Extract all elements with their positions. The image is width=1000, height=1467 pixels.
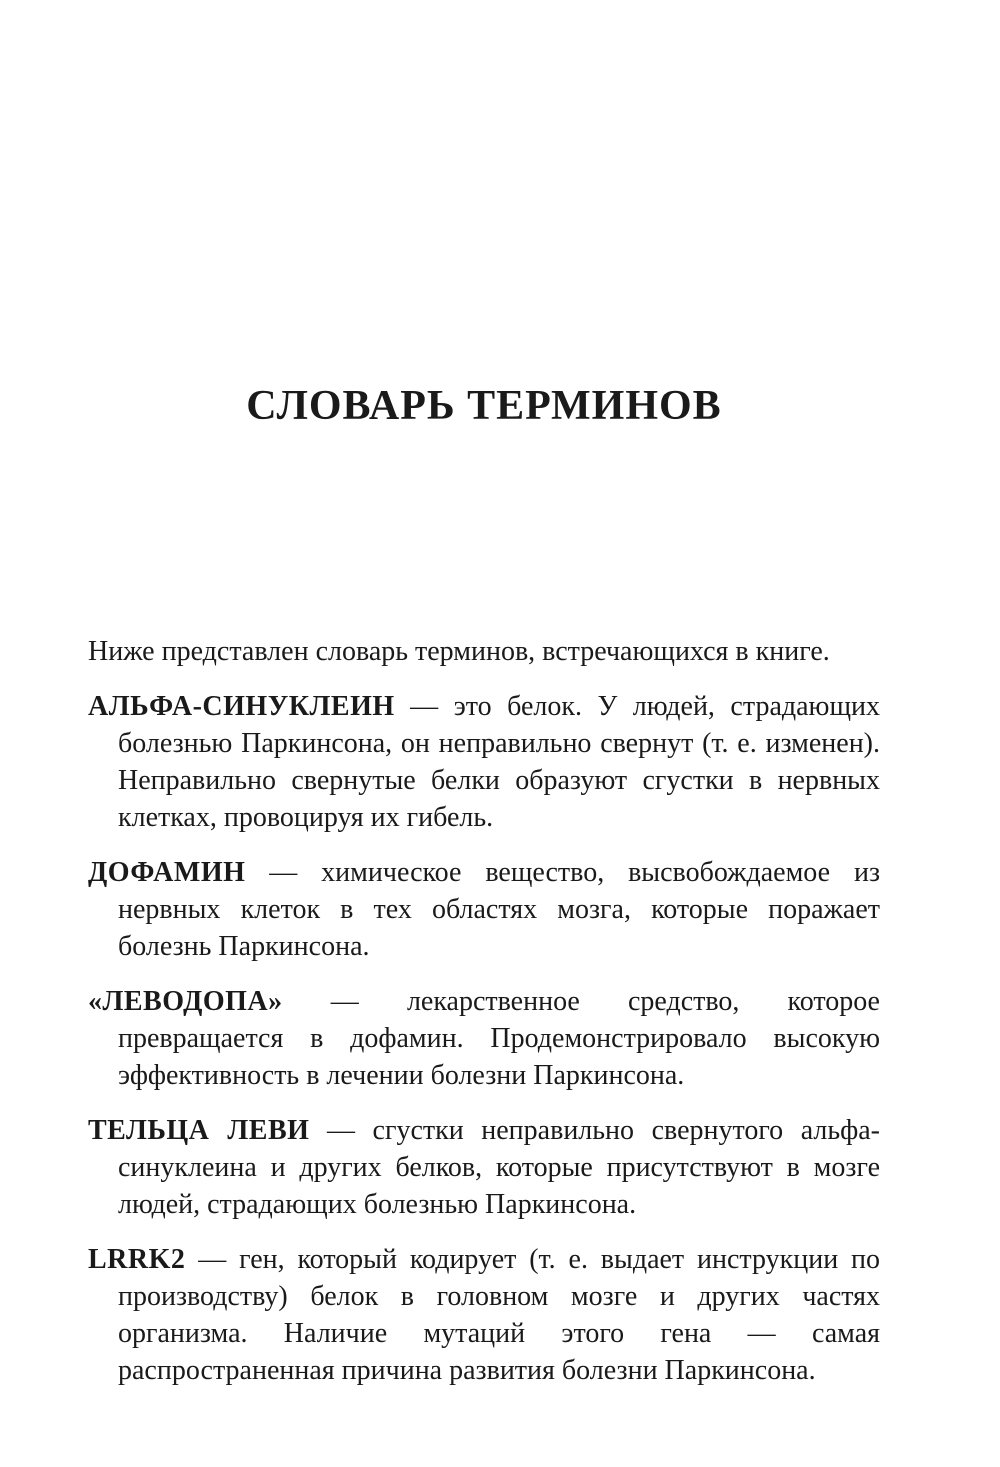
em-dash: — (410, 691, 439, 722)
page-title: СЛОВАРЬ ТЕРМИНОВ (246, 383, 722, 429)
term-lrrk2: LRRK2 (88, 1244, 186, 1275)
glossary-entry-lrrk2 (88, 1241, 880, 1389)
term-definition: это белок. У людей, страдающих болезнью Паркинсона, он неправильно свернут (т. е. изменен). Неправильно свернутые белки образуют сгустки в нервных клетках, провоцируя их гибель. (118, 691, 881, 833)
term-definition: лекарственное средство, которое превращается в дофамин. Продемонстрировало высокую эффективность в лечении болезни Паркинсона. (118, 986, 880, 1091)
term-definition: сгустки неправильно свернутого альфа-синуклеина и других белков, которые присутствуют в мозге людей, страдающих болезнью Паркинсона. (118, 1115, 881, 1220)
em-dash: — (330, 986, 359, 1017)
glossary-content (88, 633, 880, 1407)
glossary-entry-dopamine (88, 854, 880, 965)
term-alpha-synuclein: АЛЬФА-СИНУКЛЕИН (88, 691, 395, 722)
glossary-entry-levodopa (88, 983, 880, 1094)
em-dash: — (326, 1115, 355, 1146)
term-dopamine: ДОФАМИН (88, 857, 246, 888)
em-dash: — (198, 1244, 227, 1275)
intro-text: Ниже представлен словарь терминов, встречающихся в книге. (88, 636, 830, 667)
term-levodopa: «ЛЕВОДОПА» (88, 986, 283, 1017)
em-dash: — (269, 857, 298, 888)
term-definition: химическое вещество, высвобождаемое из нервных клеток в тех областях мозга, которые поражает болезнь Паркинсона. (118, 857, 880, 962)
glossary-entry-alpha-synuclein (88, 688, 880, 836)
term-definition: ген, который кодирует (т. е. выдает инструкции по производству) белок в головном мозге и других частях организма. Наличие мутаций этого гена — самая распространенная причина развития болезни Паркинсона. (118, 1244, 881, 1386)
term-lewy-bodies: ТЕЛЬЦА ЛЕВИ (88, 1115, 310, 1146)
glossary-entry-lewy-bodies (88, 1112, 880, 1223)
